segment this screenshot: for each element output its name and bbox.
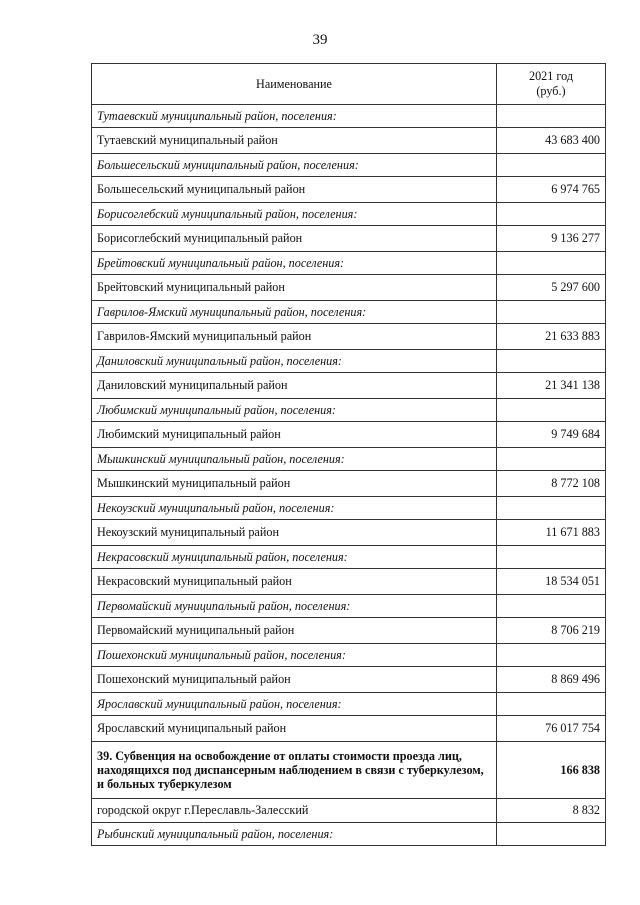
page-number: 39: [312, 32, 328, 48]
row-amount: [497, 595, 606, 618]
row-amount: [497, 154, 606, 177]
table-row-region: [92, 154, 606, 177]
table-row-region: [92, 448, 606, 471]
row-amount: [497, 350, 606, 373]
row-amount: 5 297 600: [497, 275, 606, 301]
row-name: Первомайский муниципальный район, поселения:: [92, 595, 497, 618]
row-name: Гаврилов-Ямский муниципальный район: [92, 324, 497, 350]
row-amount: 8 832: [497, 799, 606, 823]
row-name: Некоузский муниципальный район: [92, 520, 497, 546]
row-amount: 9 749 684: [497, 422, 606, 448]
table-row-district: [92, 520, 606, 546]
table-row-section: [92, 742, 606, 799]
table-row-region: [92, 823, 606, 846]
row-name: Большесельский муниципальный район, поселения:: [92, 154, 497, 177]
table-row-district: [92, 716, 606, 742]
row-name: Борисоглебский муниципальный район: [92, 226, 497, 252]
row-name: Борисоглебский муниципальный район, поселения:: [92, 203, 497, 226]
row-name: Тутаевский муниципальный район, поселения:: [92, 105, 497, 128]
table-header-row: [92, 64, 606, 105]
table-body: [92, 105, 606, 846]
row-name: Рыбинский муниципальный район, поселения:: [92, 823, 497, 846]
row-amount: 8 869 496: [497, 667, 606, 693]
row-amount: 43 683 400: [497, 128, 606, 154]
table-row-district: [92, 373, 606, 399]
table-row-region: [92, 301, 606, 324]
row-amount: [497, 693, 606, 716]
row-amount: [497, 203, 606, 226]
table-row-region: [92, 350, 606, 373]
row-name: Большесельский муниципальный район: [92, 177, 497, 203]
table-row-region: [92, 105, 606, 128]
column-header-year: [497, 64, 606, 105]
table-row-district: [92, 177, 606, 203]
table-row-region: [92, 595, 606, 618]
row-name: Пошехонский муниципальный район, поселения:: [92, 644, 497, 667]
row-amount: 166 838: [497, 742, 606, 799]
row-amount: 8 706 219: [497, 618, 606, 644]
row-name: Ярославский муниципальный район: [92, 716, 497, 742]
row-amount: 76 017 754: [497, 716, 606, 742]
row-name: Некоузский муниципальный район, поселения:: [92, 497, 497, 520]
table-row-district: [92, 569, 606, 595]
row-amount: [497, 823, 606, 846]
row-amount: [497, 301, 606, 324]
row-name: Ярославский муниципальный район, поселения:: [92, 693, 497, 716]
table-row-district: [92, 618, 606, 644]
table-row-region: [92, 497, 606, 520]
row-name: Тутаевский муниципальный район: [92, 128, 497, 154]
subvention-table: [91, 63, 606, 846]
row-name: городской округ г.Переславль-Залесский: [92, 799, 497, 823]
table-row-region: [92, 399, 606, 422]
row-name: Брейтовский муниципальный район, поселения:: [92, 252, 497, 275]
row-amount: 8 772 108: [497, 471, 606, 497]
row-name: Первомайский муниципальный район: [92, 618, 497, 644]
column-header-name: Наименование: [92, 64, 497, 105]
row-amount: [497, 105, 606, 128]
row-name: Брейтовский муниципальный район: [92, 275, 497, 301]
column-header-year-label: 2021 год: [528, 68, 574, 83]
row-amount: 18 534 051: [497, 569, 606, 595]
table-row-district: [92, 324, 606, 350]
row-name: Даниловский муниципальный район: [92, 373, 497, 399]
table-row-district: [92, 226, 606, 252]
row-name: Некрасовский муниципальный район, поселения:: [92, 546, 497, 569]
row-amount: [497, 252, 606, 275]
row-name: Даниловский муниципальный район, поселения:: [92, 350, 497, 373]
table-row-region: [92, 203, 606, 226]
row-name: Мышкинский муниципальный район, поселения:: [92, 448, 497, 471]
row-amount: [497, 644, 606, 667]
row-amount: [497, 497, 606, 520]
table-row-region: [92, 693, 606, 716]
row-amount: 11 671 883: [497, 520, 606, 546]
table-row-region: [92, 644, 606, 667]
row-name: 39. Субвенция на освобождение от оплаты стоимости проезда лиц, находящихся под диспансерным наблюдением в связи с туберкулезом, и больных туберкулезом: [92, 742, 497, 799]
row-name: Любимский муниципальный район: [92, 422, 497, 448]
row-amount: 6 974 765: [497, 177, 606, 203]
table-row-plain: [92, 799, 606, 823]
table-row-district: [92, 667, 606, 693]
row-amount: 21 633 883: [497, 324, 606, 350]
row-name: Мышкинский муниципальный район: [92, 471, 497, 497]
table-row-district: [92, 471, 606, 497]
row-name: Пошехонский муниципальный район: [92, 667, 497, 693]
row-name: Некрасовский муниципальный район: [92, 569, 497, 595]
table-row-region: [92, 252, 606, 275]
row-amount: 9 136 277: [497, 226, 606, 252]
table-row-district: [92, 128, 606, 154]
table-row-district: [92, 275, 606, 301]
row-amount: [497, 448, 606, 471]
row-amount: [497, 546, 606, 569]
row-amount: [497, 399, 606, 422]
table-row-region: [92, 546, 606, 569]
row-amount: 21 341 138: [497, 373, 606, 399]
row-name: Гаврилов-Ямский муниципальный район, поселения:: [92, 301, 497, 324]
table-row-district: [92, 422, 606, 448]
row-name: Любимский муниципальный район, поселения:: [92, 399, 497, 422]
column-header-unit-label: (руб.): [536, 84, 566, 98]
